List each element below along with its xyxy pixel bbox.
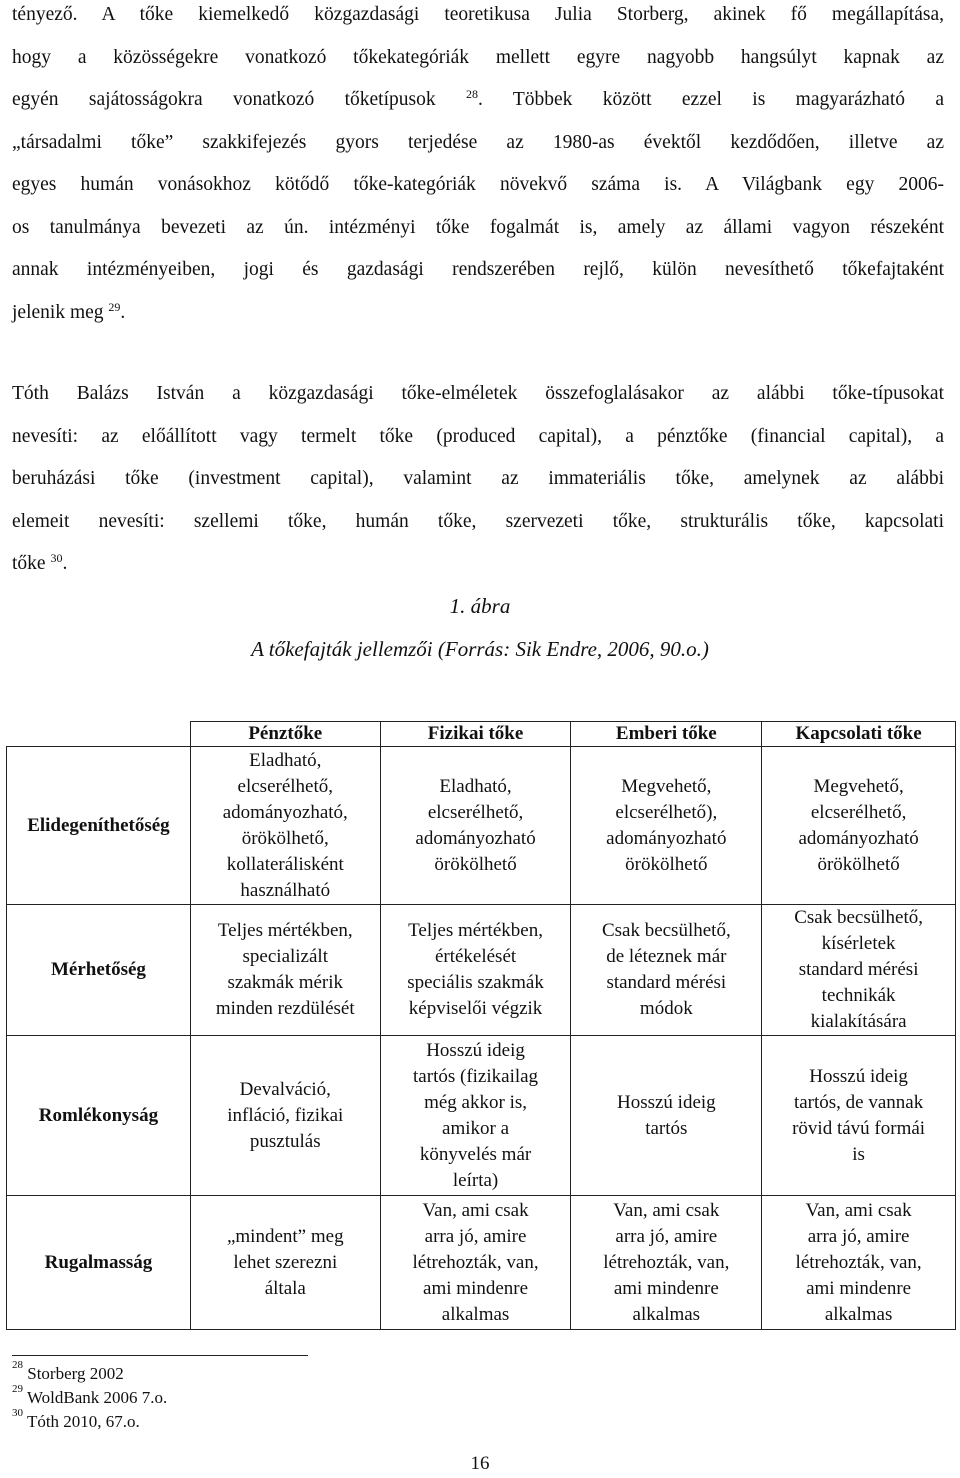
text-fragment: . <box>120 301 126 323</box>
cell-text: Hosszú ideig tartós (fizikailag még akkor is, amikor a könyvelés már leírta) <box>413 1039 539 1191</box>
cell-text: Van, ami csak arra jó, amire létrehozták, van, ami mindenre alkalmas <box>795 1199 922 1325</box>
row-label: Elidegeníthetőség <box>7 747 191 905</box>
text-fragment: . <box>62 553 68 574</box>
footnote-text: Storberg 2002 <box>27 1364 124 1383</box>
table-cell <box>190 747 380 905</box>
table-header-cell: Fizikai tőke <box>380 722 571 747</box>
table-cell <box>571 905 762 1036</box>
text-fragment: tőke <box>12 553 46 574</box>
capital-types-table <box>6 721 956 1330</box>
table-row <box>7 1196 956 1330</box>
table-cell <box>380 1196 571 1330</box>
figure-title: A tőkefajták jellemzői (Forrás: Sik Endre, 2006, 90.o.) <box>251 637 709 661</box>
table-cell <box>762 1036 956 1196</box>
footnote-ref[interactable]: 29 <box>108 299 121 314</box>
figure-number: 1. ábra <box>449 594 511 618</box>
text-line <box>12 79 944 122</box>
cell-text: Van, ami csak arra jó, amire létrehozták, van, ami mindenre alkalmas <box>412 1199 539 1325</box>
cell-text: Eladható, elcserélhető, adományozható, örökölhető, kollaterálisként használható <box>222 749 348 901</box>
cell-text: „mindent” meg lehet szerezni általa <box>226 1225 344 1299</box>
cell-text: Hosszú ideig tartós <box>616 1091 716 1139</box>
page-number: 16 <box>470 1453 490 1474</box>
footnote-item <box>12 1407 140 1432</box>
text-line: hogy a közösségekre vonatkozó tőkekategóriák mellett egyre nagyobb hangsúlyt kapnak az <box>12 46 944 68</box>
table-cell <box>380 1036 571 1196</box>
table-cell <box>762 1196 956 1330</box>
footnote-text: Tóth 2010, 67.o. <box>26 1412 140 1431</box>
table-header-cell: Pénztőke <box>190 722 380 747</box>
paragraph-capital-types <box>12 0 944 334</box>
footnote-number: 30 <box>12 1407 23 1419</box>
cell-text: Teljes mértékben, értékelését speciális szakmák képviselői végzik <box>407 920 544 1019</box>
footnote-ref[interactable]: 30 <box>50 551 63 565</box>
cell-text: Hosszú ideig tartós, de vannak rövid távú formái is <box>792 1065 926 1165</box>
table-row <box>7 1036 956 1196</box>
footnote-item <box>12 1383 168 1408</box>
cell-text: Megvehető, elcserélhető, adományozható örökölhető <box>798 775 919 875</box>
table-cell <box>190 905 380 1036</box>
table-cell <box>571 1036 762 1196</box>
table-cell <box>190 1036 380 1196</box>
table-header-row <box>7 722 956 747</box>
footnote-number: 28 <box>12 1359 23 1371</box>
table-cell <box>380 747 571 905</box>
paragraph-toth-capital <box>12 373 944 586</box>
text-line <box>12 543 944 586</box>
table-row <box>7 747 956 905</box>
table-row <box>7 905 956 1036</box>
table-header-cell: Kapcsolati tőke <box>762 722 956 747</box>
text-line: Tóth Balázs István a közgazdasági tőke-elméletek összefoglalásakor az alábbi tőke-típusokat <box>12 383 944 404</box>
footnote-item <box>12 1359 124 1384</box>
footnote-ref[interactable]: 28 <box>465 87 478 101</box>
table-cell <box>571 1196 762 1330</box>
table-cell <box>190 1196 380 1330</box>
text-line <box>12 292 944 335</box>
footnote-number: 29 <box>12 1383 23 1395</box>
footnote-text: WoldBank 2006 7.o. <box>26 1388 168 1407</box>
table-header-cell: Emberi tőke <box>571 722 762 747</box>
text-line: elemeit nevesíti: szellemi tőke, humán tőke, szervezeti tőke, strukturális tőke, kapcsolati <box>12 510 944 532</box>
table-header-empty <box>7 722 191 747</box>
cell-text: Eladható, elcserélhető, adományozható örökölhető <box>415 775 536 875</box>
text-line: beruházási tőke (investment capital), valamint az immateriális tőke, amelynek az alábbi <box>12 468 944 489</box>
text-fragment: . Többek között ezzel is magyarázható a <box>477 89 945 110</box>
text-line: egyes humán vonásokhoz kötődő tőke-kategóriák növekvő száma is. A Világbank egy 2006- <box>12 174 944 195</box>
cell-text: Teljes mértékben, specializált szakmák mérik minden rezdülését <box>215 920 355 1019</box>
text-line: tényező. A tőke kiemelkedő közgazdasági teoretikusa Julia Storberg, akinek fő megállapítása, <box>12 4 944 25</box>
cell-text: Megvehető, elcserélhető), adományozható örökölhető <box>606 775 727 875</box>
cell-text: Van, ami csak arra jó, amire létrehozták, van, ami mindenre alkalmas <box>603 1199 730 1325</box>
row-label: Rugalmasság <box>7 1196 191 1330</box>
cell-text: Csak becsülhető, kísérletek standard mérési technikák kialakítására <box>794 907 923 1032</box>
table-cell <box>762 905 956 1036</box>
text-line: os tanulmánya bevezeti az ún. intézményi tőke fogalmát is, amely az állami vagyon részeként <box>12 216 944 238</box>
text-line: annak intézményeiben, jogi és gazdasági rendszerében rejlő, külön nevesíthető tőkefajtaként <box>12 259 944 280</box>
footnote-separator <box>12 1355 308 1356</box>
text-line: „társadalmi tőke” szakkifejezés gyors terjedése az 1980-as évektől kezdődően, illetve az <box>12 131 944 153</box>
row-label: Romlékonyság <box>7 1036 191 1196</box>
table-cell <box>762 747 956 905</box>
text-fragment: egyén sajátosságokra vonatkozó tőketípusok <box>12 89 436 110</box>
row-label: Mérhetőség <box>7 905 191 1036</box>
cell-text: Devalváció, infláció, fizikai pusztulás <box>227 1078 344 1152</box>
text-fragment: jelenik meg <box>12 301 104 323</box>
table-cell <box>571 747 762 905</box>
text-line: nevesíti: az előállított vagy termelt tőke (produced capital), a pénztőke (financial capital), a <box>12 425 944 447</box>
cell-text: Csak becsülhető, de léteznek már standard mérési módok <box>601 920 731 1019</box>
table-cell <box>380 905 571 1036</box>
